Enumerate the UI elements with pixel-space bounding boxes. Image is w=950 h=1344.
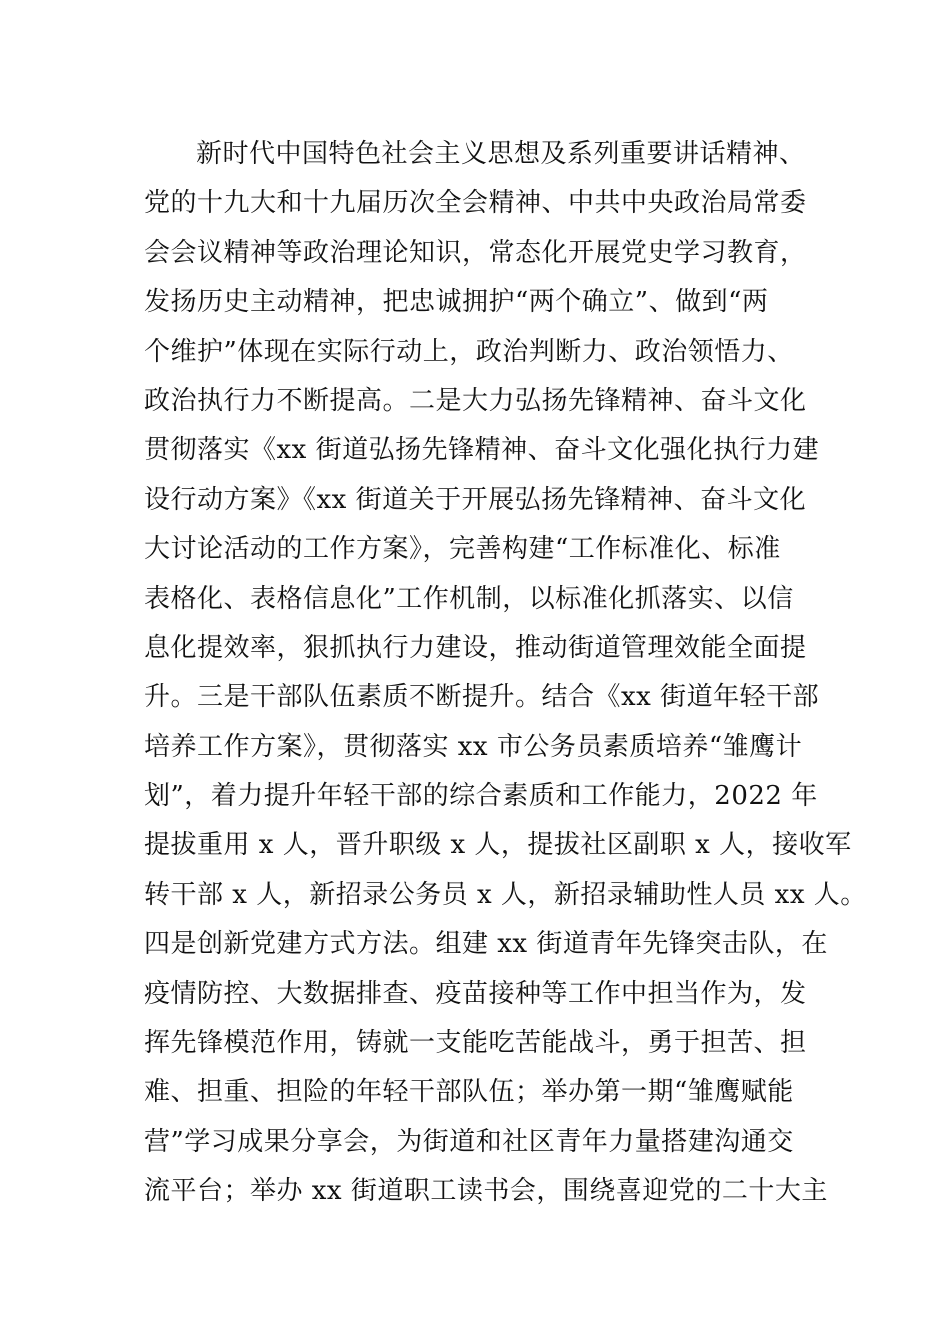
text-line: 新时代中国特色社会主义思想及系列重要讲话精神、 xyxy=(196,139,806,169)
text-line: 提拔重用 x 人，晋升职级 x 人，提拔社区副职 x 人，接收军 xyxy=(144,830,852,861)
text-line: 四是创新党建方式方法。组建 xx 街道青年先锋突击队，在 xyxy=(144,929,828,960)
text-line: 息化提效率，狠抓执行力建设，推动街道管理效能全面提 xyxy=(144,632,807,663)
text-line: 设行动方案》《xx 街道关于开展弘扬先锋精神、奋斗文化 xyxy=(144,484,807,515)
text-line: 表格化、表格信息化”工作机制，以标准化抓落实、以信 xyxy=(144,583,794,614)
text-line: 疫情防控、大数据排查、疫苗接种等工作中担当作为，发 xyxy=(144,978,807,1009)
text-line: 政治执行力不断提高。二是大力弘扬先锋精神、奋斗文化 xyxy=(144,385,807,416)
text-line: 会会议精神等政治理论知识，常态化开展党史学习教育， xyxy=(144,237,807,268)
text-line: 挥先锋模范作用，铸就一支能吃苦能战斗，勇于担苦、担 xyxy=(144,1028,807,1059)
text-line: 难、担重、担险的年轻干部队伍；举办第一期“雏鹰赋能 xyxy=(144,1077,794,1108)
text-line: 流平台；举办 xx 街道职工读书会，围绕喜迎党的二十大主 xyxy=(144,1176,828,1207)
text-line: 党的十九大和十九届历次全会精神、中共中央政治局常委 xyxy=(144,188,807,219)
text-line: 营”学习成果分享会，为街道和社区青年力量搭建沟通交 xyxy=(144,1126,794,1157)
text-line: 划”，着力提升年轻干部的综合素质和工作能力，2022 年 xyxy=(144,781,818,812)
body-text xyxy=(144,130,867,1217)
text-line: 大讨论活动的工作方案》，完善构建“工作标准化、标准 xyxy=(144,534,781,565)
text-line: 升。三是干部队伍素质不断提升。结合《xx 街道年轻干部 xyxy=(144,682,820,713)
text-line: 培养工作方案》，贯彻落实 xx 市公务员素质培养“雏鹰计 xyxy=(144,731,803,762)
text-line: 发扬历史主动精神，把忠诚拥护“两个确立”、做到“两 xyxy=(144,287,769,318)
text-line: 贯彻落实《xx 街道弘扬先锋精神、奋斗文化强化执行力建 xyxy=(144,435,820,466)
text-line: 转干部 x 人，新招录公务员 x 人，新招录辅助性人员 xx 人。 xyxy=(144,879,867,910)
text-line: 个维护”体现在实际行动上，政治判断力、政治领悟力、 xyxy=(144,336,794,367)
